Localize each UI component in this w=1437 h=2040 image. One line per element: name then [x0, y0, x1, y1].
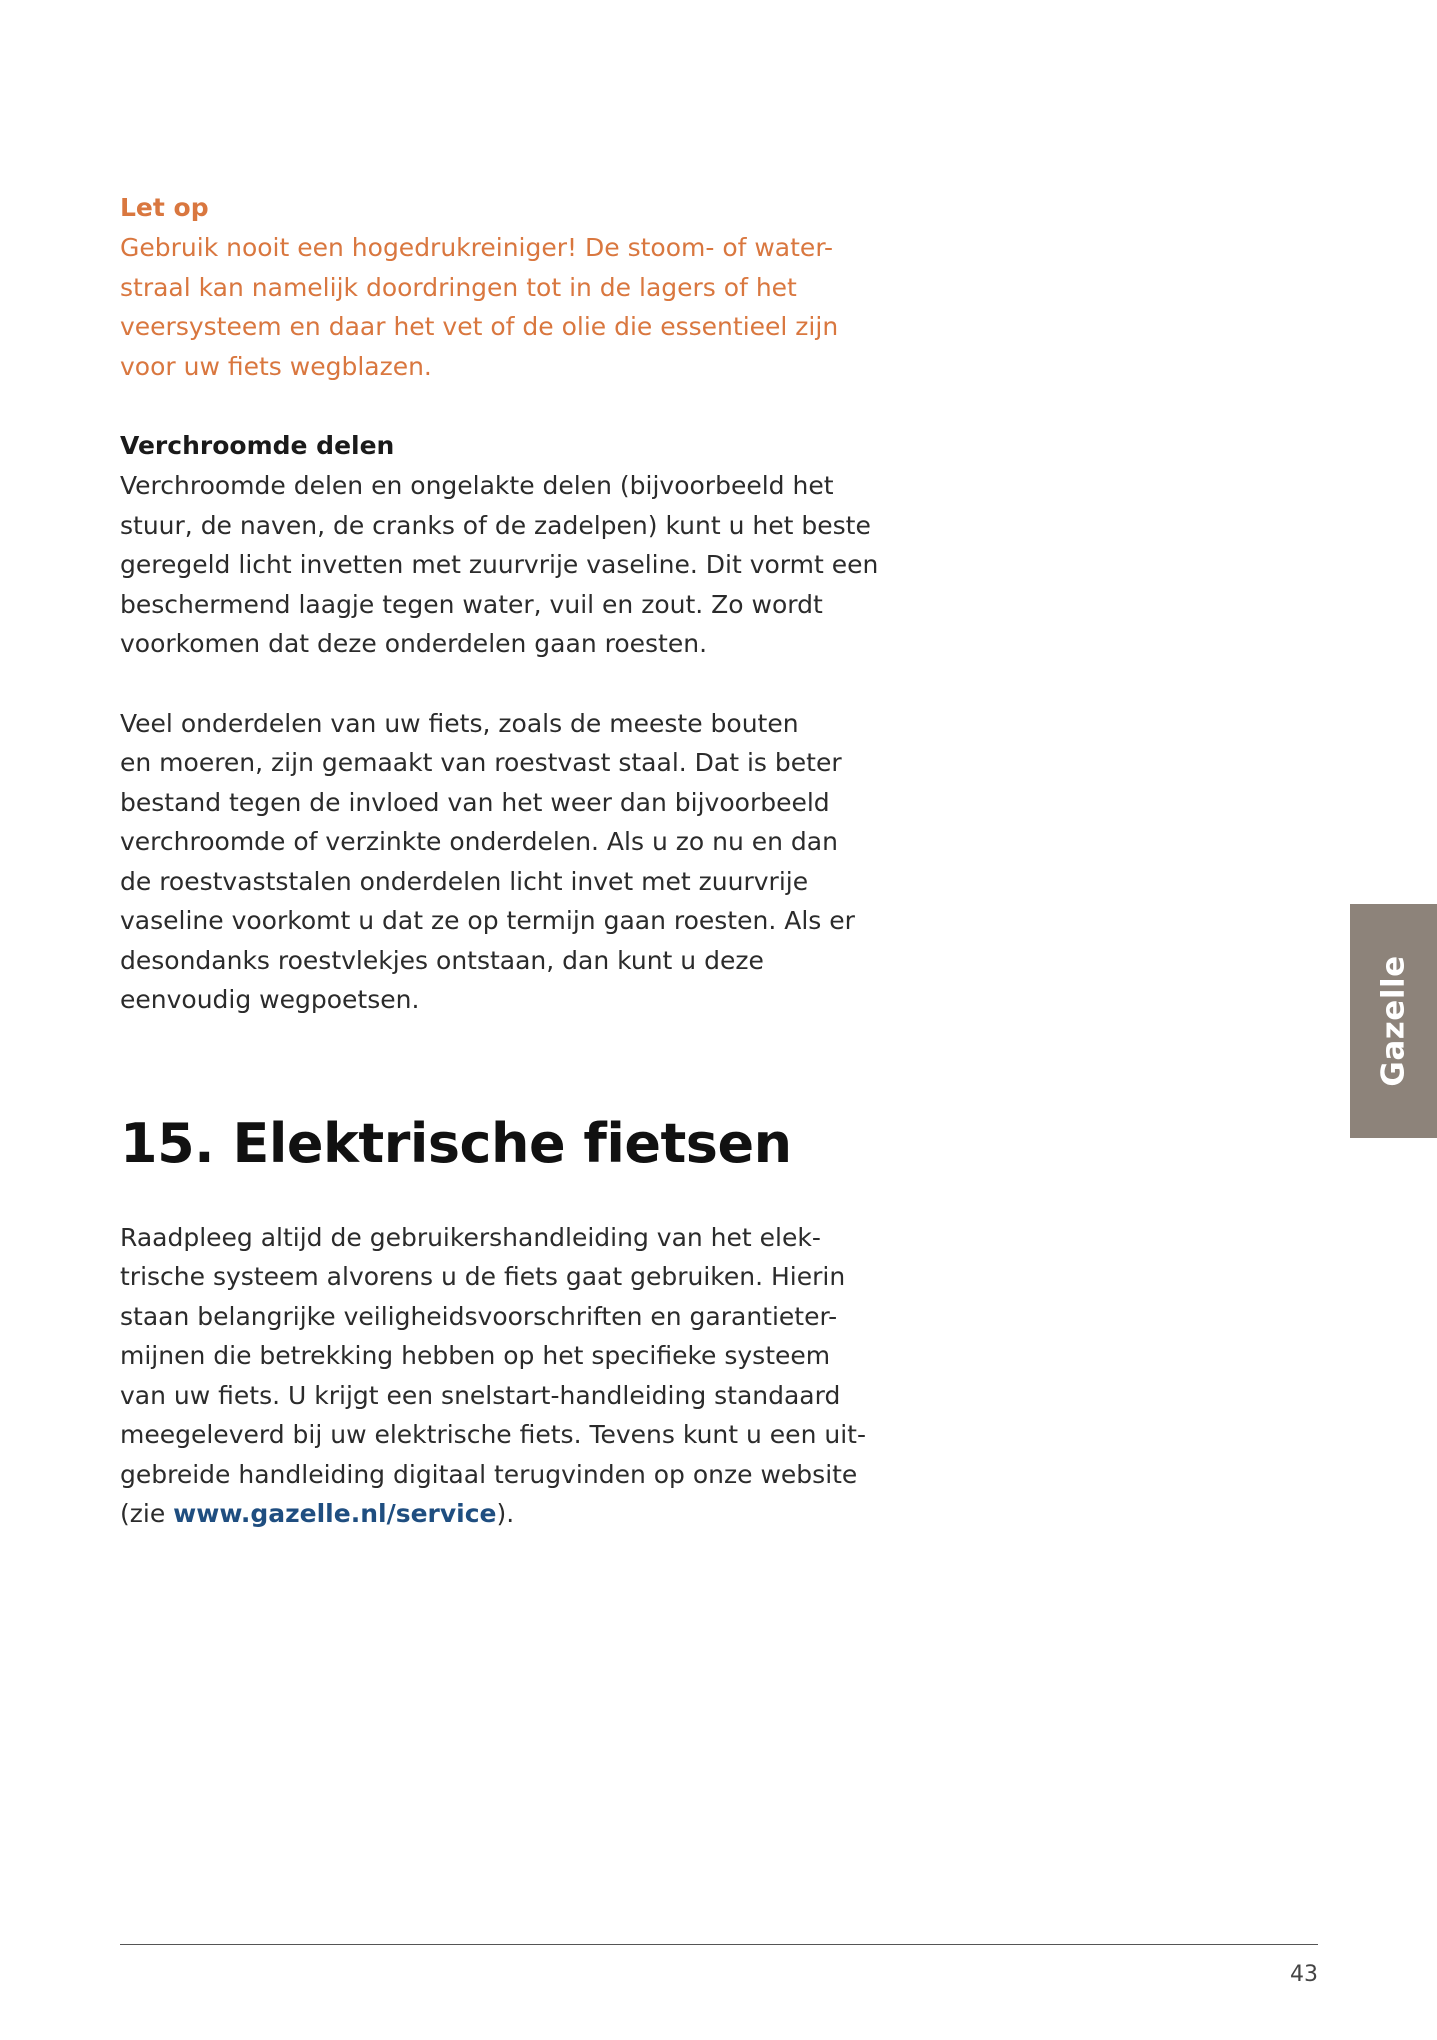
chrome-parts-paragraph-1 [120, 466, 900, 664]
text-line: geregeld licht invetten met zuurvrije vaseline. Dit vormt een [120, 550, 879, 579]
text-line: vaseline voorkomt u dat ze op termijn gaan roesten. Als er [120, 906, 855, 935]
text-line: trische systeem alvorens u de fiets gaat gebruiken. Hierin [120, 1262, 846, 1291]
electric-bikes-paragraph [120, 1218, 900, 1534]
text-line: van uw fiets. U krijgt een snelstart-handleiding standaard [120, 1380, 841, 1410]
page-content [120, 188, 900, 1534]
warning-line: veersysteem en daar het vet of de olie die essentieel zijn [120, 312, 839, 341]
warning-text [120, 228, 900, 386]
text-line: meegeleverd bij uw elektrische fiets. Tevens kunt u een uit- [120, 1420, 866, 1449]
warning-title: Let op [120, 193, 209, 222]
warning-line: straal kan namelijk doordringen tot in de lagers of het [120, 272, 797, 302]
text-line-with-link [120, 1494, 900, 1534]
text-line: Veel onderdelen van uw fiets, zoals de meeste bouten [120, 708, 799, 738]
link-prefix: (zie [120, 1499, 174, 1528]
chrome-parts-paragraph-2 [120, 704, 900, 1020]
warning-line: Gebruik nooit een hogedrukreiniger! De stoom- of water- [120, 233, 834, 262]
brand-side-tab-label: Gazelle [1376, 955, 1412, 1087]
chrome-parts-section [120, 426, 900, 664]
chrome-parts-heading: Verchroomde delen [120, 431, 395, 460]
text-line: en moeren, zijn gemaakt van roestvast staal. Dat is beter [120, 748, 842, 777]
page-number: 43 [1290, 1962, 1318, 1987]
text-line: Verchroomde delen en ongelakte delen (bijvoorbeeld het [120, 471, 834, 500]
text-line: bestand tegen de invloed van het weer dan bijvoorbeeld [120, 787, 830, 817]
section-heading-electric-bikes: 15. Elektrische fietsen [120, 1111, 792, 1175]
text-line: de roestvaststalen onderdelen licht invet met zuurvrije [120, 866, 809, 896]
text-line: eenvoudig wegpoetsen. [120, 985, 420, 1014]
warning-box [120, 188, 900, 386]
text-line: verchroomde of verzinkte onderdelen. Als u zo nu en dan [120, 827, 838, 856]
footer-divider [120, 1944, 1318, 1945]
brand-side-tab [1350, 904, 1437, 1138]
text-line: desondanks roestvlekjes ontstaan, dan kunt u deze [120, 945, 764, 975]
link-suffix: ). [496, 1499, 515, 1528]
text-line: staan belangrijke veiligheidsvoorschriften en garantieter- [120, 1301, 838, 1331]
stainless-steel-section [120, 704, 900, 1020]
service-website-link[interactable]: www.gazelle.nl/service [173, 1499, 497, 1528]
text-line: stuur, de naven, de cranks of de zadelpen) kunt u het beste [120, 510, 871, 540]
text-line: Raadpleeg altijd de gebruikershandleiding van het elek- [120, 1222, 821, 1252]
warning-line: voor uw fiets wegblazen. [120, 351, 432, 381]
text-line: beschermend laagje tegen water, vuil en zout. Zo wordt [120, 589, 823, 619]
text-line: voorkomen dat deze onderdelen gaan roesten. [120, 629, 708, 658]
text-line: mijnen die betrekking hebben op het specifieke systeem [120, 1341, 831, 1370]
text-line: gebreide handleiding digitaal terugvinden op onze website [120, 1459, 858, 1489]
